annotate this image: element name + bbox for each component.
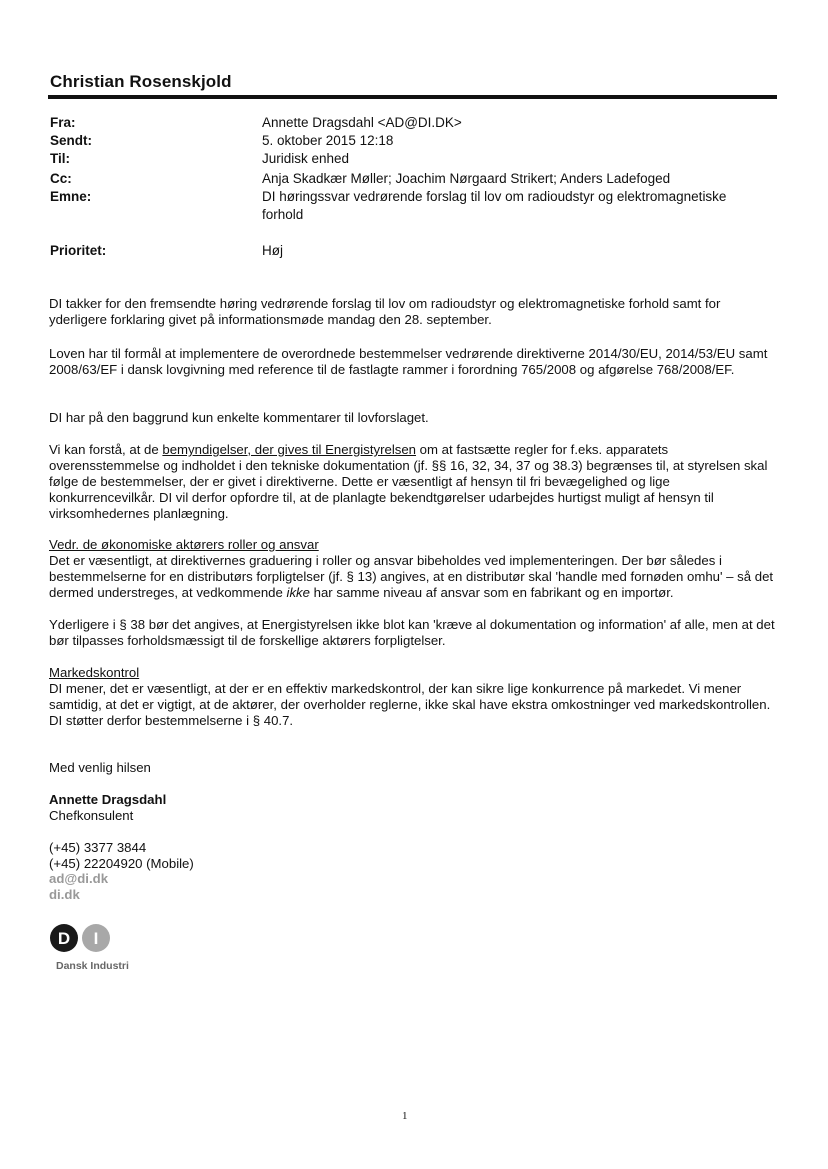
field-value-from: Annette Dragsdahl <AD@DI.DK>	[262, 115, 462, 130]
field-label-priority: Prioritet:	[50, 243, 107, 258]
field-label-subject: Emne:	[50, 189, 92, 204]
authority-text-start: Vi kan forstå, at de	[49, 442, 163, 457]
roles-italic: ikke	[286, 585, 310, 600]
header-rule	[48, 95, 777, 99]
signature-name: Annette Dragsdahl	[49, 792, 167, 807]
page-number: 1	[402, 1110, 408, 1122]
signature-phone: (+45) 3377 3844	[49, 840, 147, 855]
field-value-sent: 5. oktober 2015 12:18	[262, 133, 394, 148]
field-value-to: Juridisk enhed	[262, 151, 350, 166]
paragraph-purpose: Loven har til formål at implementere de overordnede bestemmelser vedrørende direktiverne 2014/30/EU, 2014/53/EU samt 2008/63/EF i dansk lovgivning med reference til de fastlagte rammer i forordning 765/2008 og afgørelse 768/2008/EF.	[49, 346, 768, 377]
field-label-sent: Sendt:	[50, 133, 92, 148]
logo-letter-i: I	[93, 929, 99, 948]
roles-text-start: Det er væsentligt, at direktivernes graduering i roller og ansvar bibeholdes ved implementeringen. Der bør således i bestemmelserne for en distributørs forpligtelser (jf. § 13) angives, at en distributør skal 'handle med fornøden omhu' – så det dermed understreges, at vedkommende	[49, 553, 774, 600]
heading-market-control: Markedskontrol	[49, 665, 140, 680]
logo-letter-d: D	[57, 929, 71, 948]
paragraph-intro: DI takker for den fremsendte høring vedrørende forslag til lov om radioudstyr og elektromagnetiske forhold samt for yderligere forklaring givet på informationsmøde mandag den 28. september.	[49, 296, 721, 327]
roles-text-end: har samme niveau af ansvar som en fabrikant og en importør.	[309, 585, 674, 600]
paragraph-market-control: DI mener, det er væsentligt, at der er en effektiv markedskontrol, der kan sikre lige konkurrence på markedet. Vi mener samtidig, at det er vigtigt, at de aktører, der overholder reglerne, ikke skal have ekstra omkostninger ved markedskontrollen. DI støtter derfor bestemmelserne i § 40.7.	[49, 681, 771, 728]
field-label-from: Fra:	[50, 115, 76, 130]
paragraph-comments: DI har på den baggrund kun enkelte kommentarer til lovforslaget.	[49, 410, 429, 425]
logo-caption: Dansk Industri	[56, 960, 129, 972]
field-value-subject: DI høringssvar vedrørende forslag til lov om radioudstyr og elektromagnetiske forhold	[262, 189, 727, 222]
signature-web-link[interactable]: di.dk	[49, 887, 80, 902]
authority-underlined: bemyndigelser, der gives til Energistyrelsen	[162, 442, 417, 457]
paragraph-authority	[49, 442, 779, 522]
field-value-priority: Høj	[262, 243, 283, 258]
paragraph-documentation: Yderligere i § 38 bør det angives, at Energistyrelsen ikke blot kan 'kræve al dokumentation og information' af alle, men at det bør tilpasses forholdsmæssigt til de forskellige aktørers forpligtelser.	[49, 617, 775, 648]
paragraph-roles	[49, 553, 779, 601]
closing: Med venlig hilsen	[49, 760, 151, 775]
signature-title: Chefkonsulent	[49, 808, 134, 823]
field-label-to: Til:	[50, 151, 70, 166]
signature-email-link[interactable]: ad@di.dk	[49, 871, 109, 886]
field-value-cc: Anja Skadkær Møller; Joachim Nørgaard Strikert; Anders Ladefoged	[262, 171, 671, 186]
signature-mobile: (+45) 22204920 (Mobile)	[49, 856, 194, 871]
field-label-cc: Cc:	[50, 171, 72, 186]
sender-name: Christian Rosenskjold	[50, 72, 232, 91]
authority-text-end: om at fastsætte regler for f.eks. apparatets overensstemmelse og indholdet i den tekniske dokumentation (jf. §§ 16, 32, 34, 37 og 38.3) begrænses til, at styrelsen skal følge de bestemmelser, der er givet i direktiverne. Dette er væsentligt af hensyn til fri bevægelighed og lige konkurrencevilkår. DI vil derfor opfordre til, at de planlagte bekendtgørelser udarbejdes hurtigst muligt af hensyn til virksomhedernes planlægning.	[49, 442, 768, 521]
heading-economic-actors: Vedr. de økonomiske aktørers roller og ansvar	[49, 537, 319, 552]
